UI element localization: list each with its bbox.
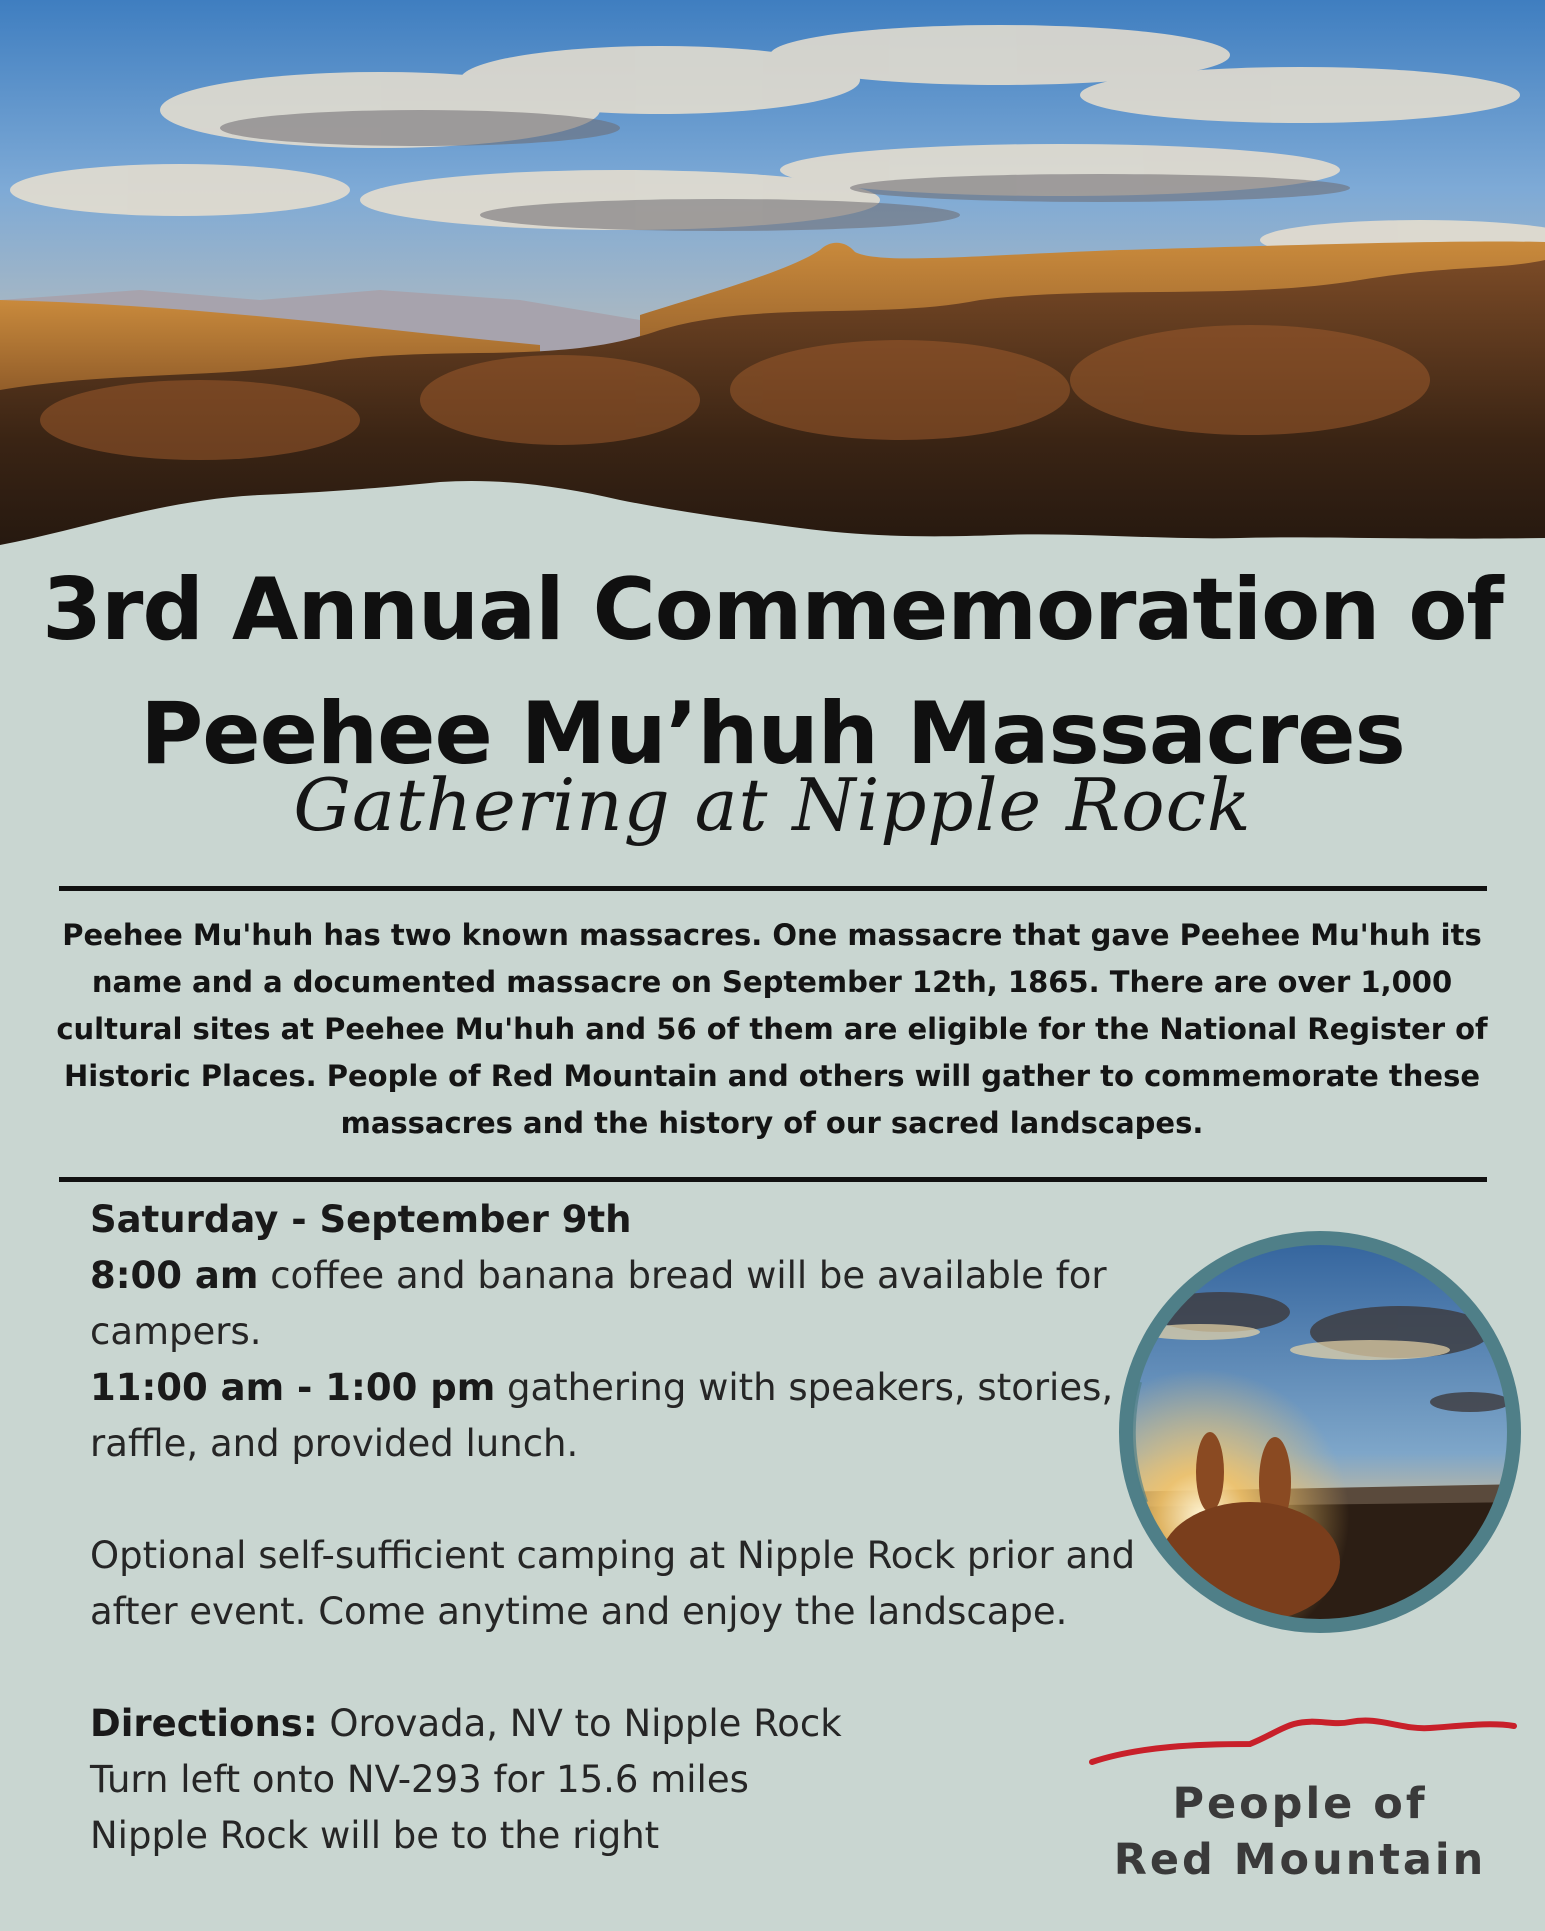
schedule-time: 8:00 am	[90, 1254, 259, 1297]
people-of-red-mountain-logo	[1080, 1700, 1520, 1900]
divider-bottom	[59, 1177, 1487, 1182]
red-mountain-line-icon	[1080, 1700, 1520, 1770]
title-line-1: 3rd Annual Commemoration of	[42, 560, 1503, 660]
divider-top	[59, 886, 1487, 891]
schedule-item-coffee	[90, 1248, 1150, 1360]
logo-line-1: People of	[1172, 1779, 1428, 1829]
schedule-item-gathering	[90, 1360, 1130, 1472]
subtitle-script: Gathering at Nipple Rock	[293, 763, 1252, 847]
event-schedule	[90, 1192, 1150, 1864]
directions-line-3: Nipple Rock will be to the right	[90, 1814, 660, 1857]
title-line-2: Peehee Mu’huh Massacres	[140, 684, 1405, 784]
camping-note: Optional self-sufficient camping at Nipple Rock prior and after event. Come anytime and enjoy the landscape.	[90, 1534, 1136, 1633]
schedule-time: 11:00 am - 1:00 pm	[90, 1366, 496, 1409]
schedule-text: coffee and banana bread will be available for campers.	[90, 1254, 1107, 1353]
sunset-photo	[1110, 1222, 1530, 1642]
schedule-text: gathering with speakers, stories, raffle, and provided lunch.	[90, 1366, 1114, 1465]
directions-line-1	[90, 1696, 1150, 1752]
directions-line-2: Turn left onto NV-293 for 15.6 miles	[90, 1758, 749, 1801]
landscape-photo	[0, 0, 1545, 560]
directions-label: Directions:	[90, 1702, 318, 1745]
logo-line-2: Red Mountain	[1113, 1835, 1487, 1885]
event-date: Saturday - September 9th	[90, 1198, 632, 1241]
page-title	[0, 548, 1545, 796]
intro-paragraph: Peehee Mu'huh has two known massacres. One massacre that gave Peehee Mu'huh its name and a documented massacre on September 12th, 1865. There are over 1,000 cultural sites at Peehee Mu'huh and 56 of them are eligible for the National Register of Historic Places. People of Red Mountain and others will gather to commemorate these massacres and the history of our sacred landscapes.	[56, 918, 1488, 1140]
logo-text	[1080, 1776, 1520, 1888]
directions-text: Orovada, NV to Nipple Rock	[317, 1702, 842, 1745]
